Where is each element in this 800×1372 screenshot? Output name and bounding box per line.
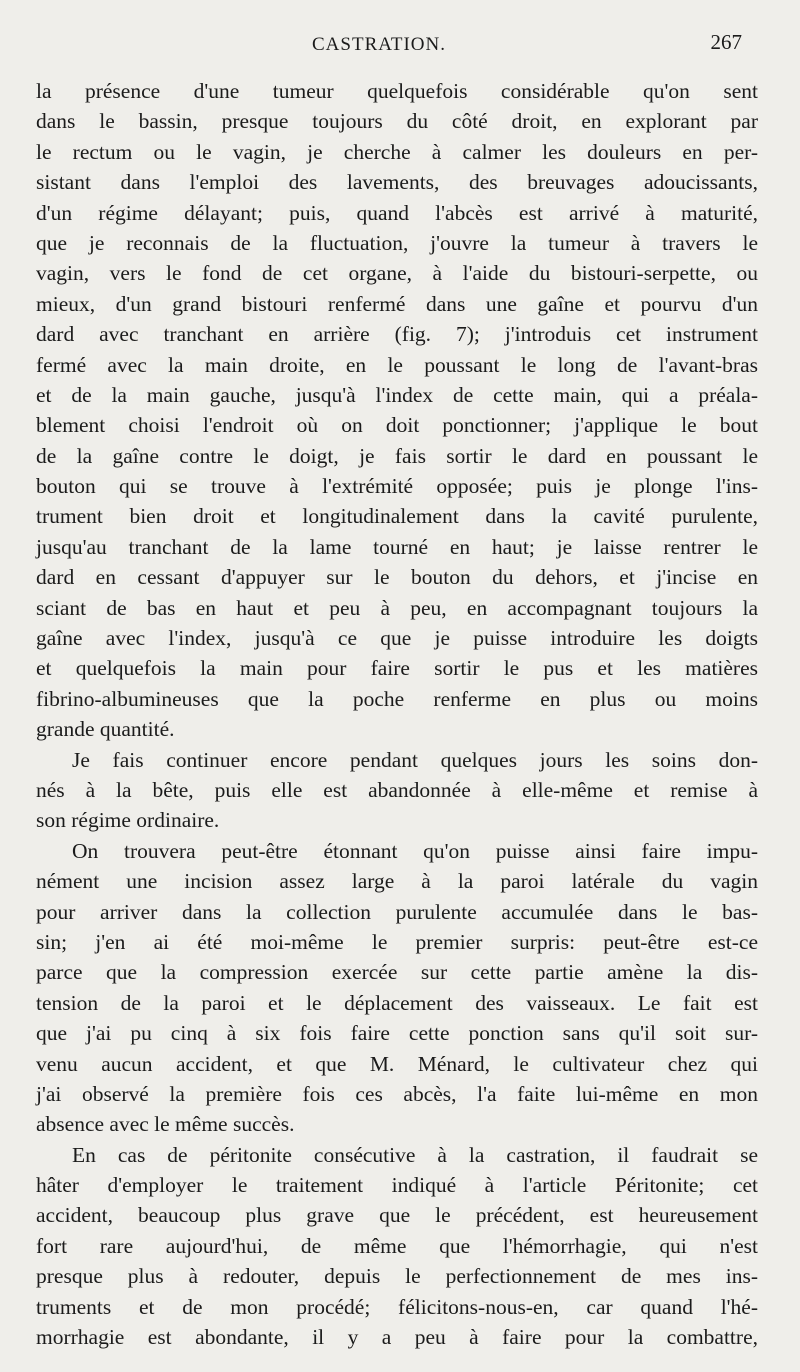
text-line: dard avec tranchant en arrière (fig. 7); j'introduis cet instrument <box>36 322 758 347</box>
text-line: de la gaîne contre le doigt, je fais sortir le dard en poussant le <box>36 443 758 468</box>
text-line: grande quantité. <box>36 717 175 742</box>
text-line: fort rare aujourd'hui, de même que l'hémorrhagie, qui n'est <box>36 1233 758 1258</box>
text-line: gaîne avec l'index, jusqu'à ce que je puisse introduire les doigts <box>36 626 758 651</box>
text-line: que j'ai pu cinq à six fois faire cette ponction sans qu'il soit sur- <box>36 1021 758 1046</box>
text-line: mieux, d'un grand bistouri renfermé dans une gaîne et pourvu d'un <box>36 291 758 316</box>
paragraph <box>36 745 758 836</box>
paragraph <box>36 836 758 1140</box>
text-line: vagin, vers le fond de cet organe, à l'aide du bistouri-serpette, ou <box>36 261 758 286</box>
body-text <box>36 76 758 1352</box>
running-head <box>0 30 800 62</box>
text-line: venu aucun accident, et que M. Ménard, le cultivateur chez qui <box>36 1051 758 1076</box>
text-line: sciant de bas en haut et peu à peu, en accompagnant toujours la <box>36 595 758 620</box>
text-line: truments et de mon procédé; félicitons-nous-en, car quand l'hé- <box>36 1294 758 1319</box>
text-line: bouton qui se trouve à l'extrémité opposée; puis je plonge l'ins- <box>36 474 758 499</box>
text-line: trument bien droit et longitudinalement dans la cavité purulente, <box>36 504 758 529</box>
text-line: sin; j'en ai été moi-même le premier surpris: peut-être est-ce <box>36 929 758 954</box>
text-line: la présence d'une tumeur quelquefois considérable qu'on sent <box>36 79 758 103</box>
text-line: nément une incision assez large à la paroi latérale du vagin <box>36 869 758 894</box>
text-line: son régime ordinaire. <box>36 808 220 833</box>
page-number: 267 <box>710 30 742 54</box>
text-line: parce que la compression exercée sur cette partie amène la dis- <box>36 960 758 985</box>
text-line: sistant dans l'emploi des lavements, des breuvages adoucissants, <box>36 170 758 195</box>
text-line: j'ai observé la première fois ces abcès, l'a faite lui-même en mon <box>36 1081 758 1106</box>
text-line: On trouvera peut-être étonnant qu'on puisse ainsi faire impu- <box>72 838 758 863</box>
running-head-title: CASTRATION. <box>312 34 446 55</box>
text-line: d'un régime délayant; puis, quand l'abcès est arrivé à maturité, <box>36 200 758 225</box>
text-line: pour arriver dans la collection purulente accumulée dans le bas- <box>36 899 758 924</box>
text-line: et quelquefois la main pour faire sortir le pus et les matières <box>36 656 758 681</box>
text-line: que je reconnais de la fluctuation, j'ouvre la tumeur à travers le <box>36 230 758 255</box>
text-line: tension de la paroi et le déplacement des vaisseaux. Le fait est <box>36 990 758 1015</box>
text-line: hâter d'employer le traitement indiqué à l'article Péritonite; cet <box>36 1173 758 1198</box>
text-line: morrhagie est abondante, il y a peu à faire pour la combattre, <box>36 1325 758 1350</box>
paragraph <box>36 1140 758 1353</box>
text-line: le rectum ou le vagin, je cherche à calmer les douleurs en per- <box>36 139 758 164</box>
text-line: fermé avec la main droite, en le poussant le long de l'avant-bras <box>36 352 758 377</box>
text-line: blement choisi l'endroit où on doit ponctionner; j'applique le bout <box>36 413 758 438</box>
text-line: Je fais continuer encore pendant quelques jours les soins don- <box>72 747 758 772</box>
text-line: et de la main gauche, jusqu'à l'index de cette main, qui a préala- <box>36 382 758 407</box>
text-line: accident, beaucoup plus grave que le précédent, est heureusement <box>36 1203 758 1228</box>
text-line: presque plus à redouter, depuis le perfectionnement de mes ins- <box>36 1264 758 1289</box>
text-line: fibrino-albumineuses que la poche renferme en plus ou moins <box>36 686 758 711</box>
text-line: jusqu'au tranchant de la lame tourné en haut; je laisse rentrer le <box>36 534 758 559</box>
text-line: nés à la bête, puis elle est abandonnée à elle-même et remise à <box>36 777 758 802</box>
paragraph <box>36 76 758 745</box>
text-line: En cas de péritonite consécutive à la castration, il faudrait se <box>72 1142 758 1167</box>
text-line: dard en cessant d'appuyer sur le bouton du dehors, et j'incise en <box>36 565 758 590</box>
text-line: absence avec le même succès. <box>36 1112 295 1137</box>
text-line: dans le bassin, presque toujours du côté droit, en explorant par <box>36 109 758 134</box>
